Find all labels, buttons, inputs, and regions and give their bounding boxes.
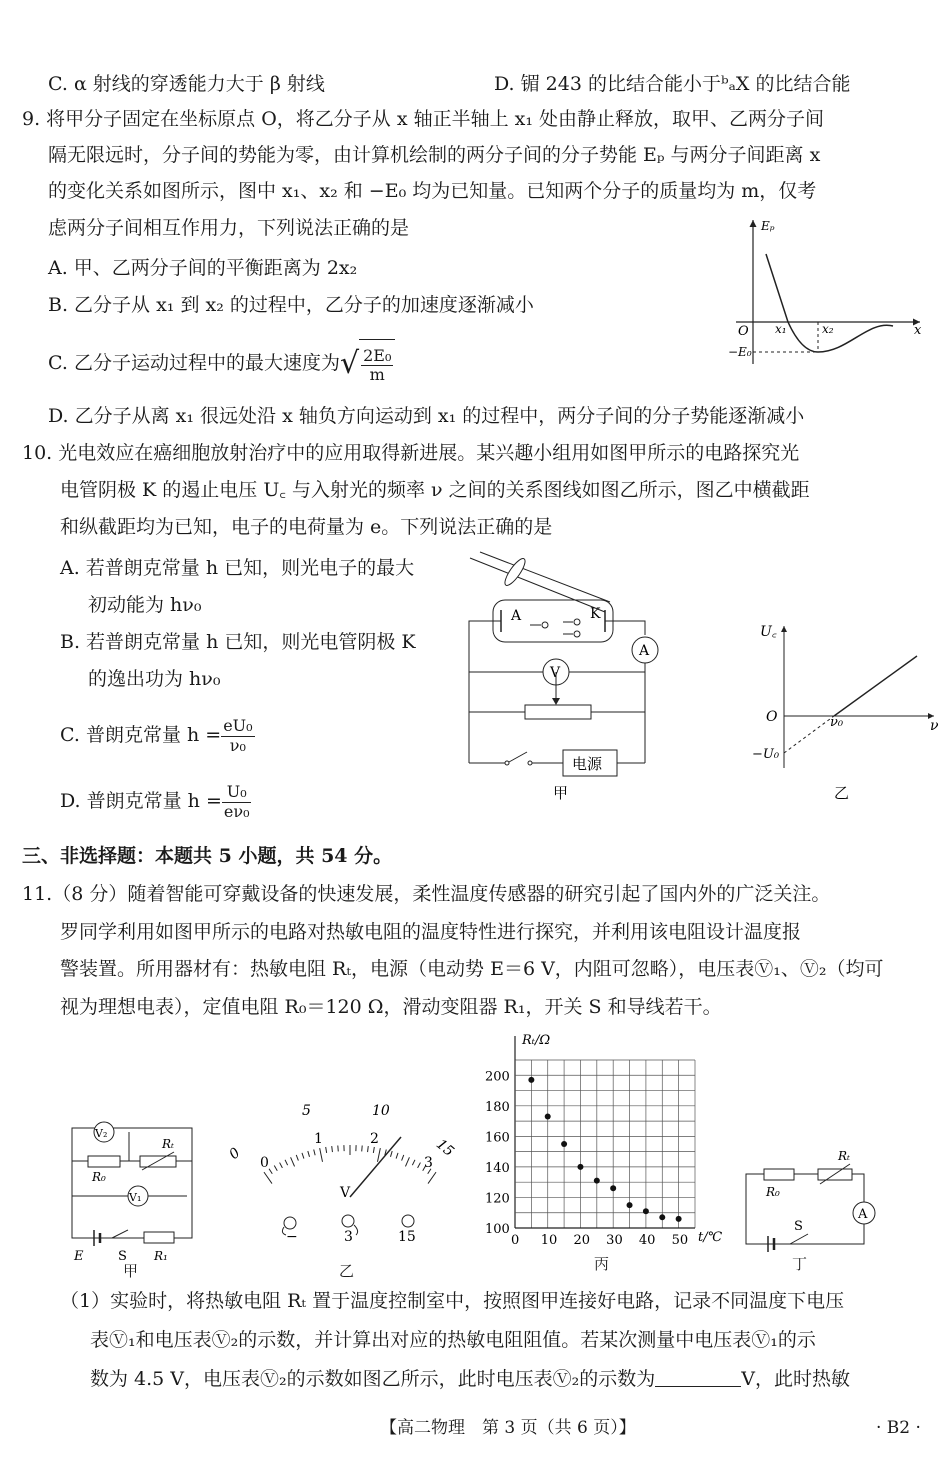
page-code: · B2 ·	[876, 1418, 921, 1438]
voltmeter-label: V	[550, 665, 561, 681]
q11-part1-line1: （1）实验时，将热敏电阻 Rₜ 置于温度控制室中，按照图甲连接好电路，记录不同温度下电压	[60, 1290, 845, 1312]
light-ray-1	[470, 558, 605, 612]
dial-tick	[326, 1147, 327, 1153]
ding-r0-label: R₀	[766, 1185, 780, 1199]
terminal-minus	[284, 1217, 296, 1229]
dial-tick	[302, 1153, 304, 1159]
dial-tick	[412, 1160, 415, 1165]
x-tick-label: 10	[540, 1233, 558, 1248]
outer-label-15: 15	[432, 1136, 457, 1160]
chart-points	[528, 1077, 681, 1222]
outer-label-0: 0	[226, 1144, 244, 1163]
q11-stem-line3: 警装置。所用器材有：热敏电阻 Rₜ，电源（电动势 E＝6 V，内阻可忽略），电压表Ⓥ₁、Ⓥ₂（均可	[60, 958, 884, 980]
q11-stem-line4: 视为理想电表），定值电阻 R₀＝120 Ω，滑动变阻器 R₁，开关 S 和导线若干。	[60, 996, 722, 1018]
x-tick-label: 40	[638, 1233, 656, 1248]
answer-blank[interactable]	[655, 1368, 741, 1387]
q11-fig-bing-rt-chart	[470, 1030, 735, 1255]
caption-jia: 甲	[553, 784, 569, 802]
dial-tick	[314, 1149, 315, 1155]
extrapolated-line	[784, 716, 834, 753]
q10-option-a-line2: 初动能为 hν₀	[88, 594, 202, 616]
inner-label-3: 3	[424, 1155, 433, 1171]
wire-right	[605, 621, 645, 635]
caption-ding: 丁	[792, 1255, 808, 1273]
y-tick-label: 100	[485, 1222, 510, 1237]
v2-label: V₂	[95, 1127, 108, 1140]
rheostat-r1	[144, 1232, 174, 1243]
dial-tick	[418, 1163, 421, 1168]
nu0-label: ν₀	[830, 715, 844, 730]
y-tick-label: 160	[485, 1130, 510, 1146]
inner-label-0: 0	[260, 1155, 269, 1171]
x-label: x	[914, 323, 922, 338]
ding-resistor-r0	[764, 1169, 794, 1180]
rt-label: Rₜ	[162, 1137, 174, 1151]
dial-tick	[378, 1148, 381, 1162]
terminal-minus-label: −	[286, 1229, 298, 1245]
ammeter-label: A	[639, 643, 650, 659]
q9-option-a: A. 甲、乙两分子间的平衡距离为 2x₂	[48, 257, 358, 279]
electron-3	[574, 631, 580, 637]
q9-stem-line4: 虑两分子间相互作用力，下列说法正确的是	[48, 217, 410, 239]
ding-rt-label: Rₜ	[838, 1149, 850, 1163]
q10-d-denominator: eν₀	[223, 801, 250, 821]
dial-tick	[405, 1157, 409, 1166]
r1-label: R₁	[154, 1249, 168, 1263]
terminal-3v	[342, 1215, 354, 1227]
dial-ticks	[264, 1145, 436, 1184]
dial-tick	[285, 1160, 288, 1165]
dial-tick	[296, 1155, 298, 1161]
ep-label: Eₚ	[761, 219, 775, 233]
caption-yi: 乙	[339, 1262, 355, 1280]
dial-unit: V	[340, 1185, 351, 1201]
dial-tick	[280, 1163, 283, 1168]
electron-1	[542, 622, 548, 628]
q10-option-b-line1: B. 若普朗克常量 h 已知，则光电管阴极 K	[60, 631, 416, 653]
e-label: E	[74, 1249, 84, 1264]
caption-bing: 丙	[594, 1255, 610, 1273]
chart-xlabel: t/℃	[698, 1230, 723, 1245]
q11-stem-line1: 11.（8 分）随着智能可穿戴设备的快速发展，柔性温度传感器的研究引起了国内外的广泛关注。	[22, 883, 831, 905]
q9-option-c	[48, 338, 395, 390]
q10-option-d-text: D. 普朗克常量 h =	[60, 790, 222, 812]
outer-label-5: 5	[302, 1103, 311, 1119]
q9-stem-line3: 的变化关系如图所示，图中 x₁、x₂ 和 −E₀ 均为已知量。已知两个分子的质量均为 m，仅考	[48, 180, 817, 202]
dial-tick	[428, 1172, 436, 1183]
q10-option-d	[60, 778, 251, 824]
data-point	[610, 1185, 616, 1191]
q11-fig-jia-circuit	[62, 1118, 202, 1268]
q9-stem-line1: 9. 将甲分子固定在坐标原点 O，将乙分子从 x 轴正半轴上 x₁ 处由静止释放，取甲、乙两分子间	[22, 108, 824, 130]
uc-line	[834, 656, 917, 716]
x-tick-label: 50	[671, 1233, 689, 1248]
e0-label: −E₀	[728, 345, 752, 359]
nu-label: ν	[930, 718, 939, 734]
q10-d-numerator: U₀	[222, 783, 252, 802]
q10-uc-graph	[752, 618, 942, 803]
x-tick-label: 20	[573, 1233, 591, 1248]
x2-label: x₂	[822, 322, 834, 336]
y-tick-label: 120	[485, 1191, 510, 1207]
q11-part1-line3-b: V，此时热敏	[741, 1368, 850, 1390]
q10-option-b-line2: 的逸出功为 hν₀	[88, 668, 221, 690]
source-label: 电源	[572, 755, 603, 773]
q9-option-d: D. 乙分子从离 x₁ 很远处沿 x 轴负方向运动到 x₁ 的过程中，两分子间的分子势能逐渐减小	[48, 405, 805, 427]
light-ray-2	[480, 552, 610, 602]
uc-label: U꜀	[760, 624, 777, 640]
dial-tick	[390, 1151, 392, 1157]
page-footer: 【高二物理 第 3 页（共 6 页）】	[380, 1418, 636, 1438]
dial-tick	[402, 1155, 404, 1161]
q10-option-a-line1: A. 若普朗克常量 h 已知，则光电子的最大	[60, 557, 415, 579]
inner-label-2: 2	[370, 1131, 379, 1147]
ding-s-label: S	[794, 1219, 803, 1234]
q11-part1-line3-a: 数为 4.5 V，电压表Ⓥ₂的示数如图乙所示，此时电压表Ⓥ₂的示数为	[90, 1368, 656, 1390]
terminal-3v-label: 3	[344, 1229, 353, 1245]
y-tick-label: 140	[485, 1160, 510, 1176]
data-point	[528, 1077, 534, 1083]
v1-label: V₁	[129, 1191, 142, 1204]
section-3-heading: 三、非选择题：本题共 5 小题，共 54 分。	[22, 845, 393, 867]
q11-stem-line2: 罗同学利用如图甲所示的电路对热敏电阻的温度特性进行探究，并利用该电阻设计温度报	[60, 921, 802, 943]
terminal-15v	[402, 1215, 414, 1227]
q10-c-denominator: ν₀	[229, 735, 246, 755]
dial-tick	[308, 1151, 310, 1157]
dial-tick	[264, 1172, 272, 1183]
ding-switch	[790, 1234, 808, 1244]
data-point	[676, 1216, 682, 1222]
q11-part1-line2: 表Ⓥ₁和电压表Ⓥ₂的示数，并计算出对应的热敏电阻阻值。若某次测量中电压表Ⓥ₁的示	[90, 1329, 816, 1351]
x-tick-label: 30	[606, 1233, 623, 1248]
chart-grid	[515, 1036, 695, 1228]
dial-tick	[320, 1148, 323, 1162]
u0-label: −U₀	[752, 747, 780, 762]
dial-tick	[291, 1157, 295, 1166]
data-point	[577, 1164, 583, 1170]
y-tick-label: 200	[485, 1069, 510, 1085]
wire-left	[469, 621, 501, 763]
q10-stem-line3: 和纵截距均为已知，电子的电荷量为 e。下列说法正确的是	[60, 516, 553, 538]
q11-fig-yi-voltmeter-dial	[226, 1095, 470, 1255]
rheostat	[525, 705, 591, 719]
data-point	[627, 1202, 633, 1208]
q9-c-denominator: m	[369, 365, 385, 385]
sqrt-expression: √ $\frac{\text{2E₀}}{m}$	[340, 338, 395, 390]
q10-photocell-circuit	[455, 550, 680, 805]
origin-label: O	[766, 709, 778, 725]
dial-tick	[373, 1147, 374, 1153]
ding-ammeter-label: A	[858, 1207, 868, 1222]
data-point	[561, 1141, 567, 1147]
x1-label: x₁	[775, 322, 787, 336]
cathode-label: K	[590, 606, 601, 622]
data-point	[643, 1208, 649, 1214]
y-tick-label: 180	[485, 1099, 510, 1115]
q9-potential-graph	[728, 214, 928, 374]
switch-s	[112, 1230, 128, 1238]
r0-label: R₀	[92, 1170, 106, 1184]
resistor-r0	[88, 1156, 120, 1167]
q9-option-b: B. 乙分子从 x₁ 到 x₂ 的过程中，乙分子的加速度逐渐减小	[48, 294, 534, 316]
potential-curve	[766, 254, 893, 352]
dial-tick	[368, 1146, 369, 1152]
q11-part1-line3	[90, 1368, 850, 1391]
q8-option-d: D. 镅 243 的比结合能小于ᵇₐX 的比结合能	[494, 73, 851, 95]
q9-c-numerator: 2E₀	[363, 345, 392, 365]
data-point	[545, 1114, 551, 1120]
electron-2	[574, 619, 580, 625]
chart-ylabel: Rₜ/Ω	[522, 1033, 551, 1048]
q9-stem-line2: 隔无限远时，分子间的势能为零，由计算机绘制的两分子间的分子势能 Eₚ 与两分子间距离 x	[48, 144, 821, 166]
ding-loop	[746, 1174, 864, 1244]
x-tick-label: 0	[511, 1233, 520, 1248]
dial-tick	[332, 1146, 333, 1152]
q10-c-numerator: eU₀	[223, 716, 253, 736]
s-label: S	[118, 1249, 127, 1264]
origin-label: O	[738, 324, 749, 339]
data-point	[594, 1178, 600, 1184]
outer-label-10: 10	[372, 1103, 390, 1119]
q9-option-c-text: C. 乙分子运动过程中的最大速度为	[48, 352, 340, 374]
data-point	[659, 1214, 665, 1220]
q8-option-c: C. α 射线的穿透能力大于 β 射线	[48, 73, 325, 95]
q10-stem-line1: 10. 光电效应在癌细胞放射治疗中的应用取得新进展。某兴趣小组用如图甲所示的电路探究光	[22, 442, 800, 464]
inner-label-1: 1	[314, 1131, 323, 1147]
caption-jia: 甲	[123, 1262, 139, 1280]
dial-tick	[269, 1169, 272, 1174]
q10-option-c	[60, 712, 255, 758]
dial-tick	[274, 1166, 277, 1171]
switch	[509, 752, 527, 762]
q10-option-c-text: C. 普朗克常量 h =	[60, 724, 222, 746]
dial-tick	[396, 1153, 398, 1159]
terminal-15v-label: 15	[398, 1229, 416, 1245]
outer-loop	[72, 1128, 192, 1238]
q11-fig-ding-circuit	[738, 1138, 883, 1250]
caption-yi: 乙	[834, 784, 850, 802]
anode-label: A	[511, 608, 522, 624]
q10-stem-line2: 电管阴极 K 的遏止电压 U꜀ 与入射光的频率 ν 之间的关系图线如图乙所示，图乙中横截距	[60, 479, 810, 501]
